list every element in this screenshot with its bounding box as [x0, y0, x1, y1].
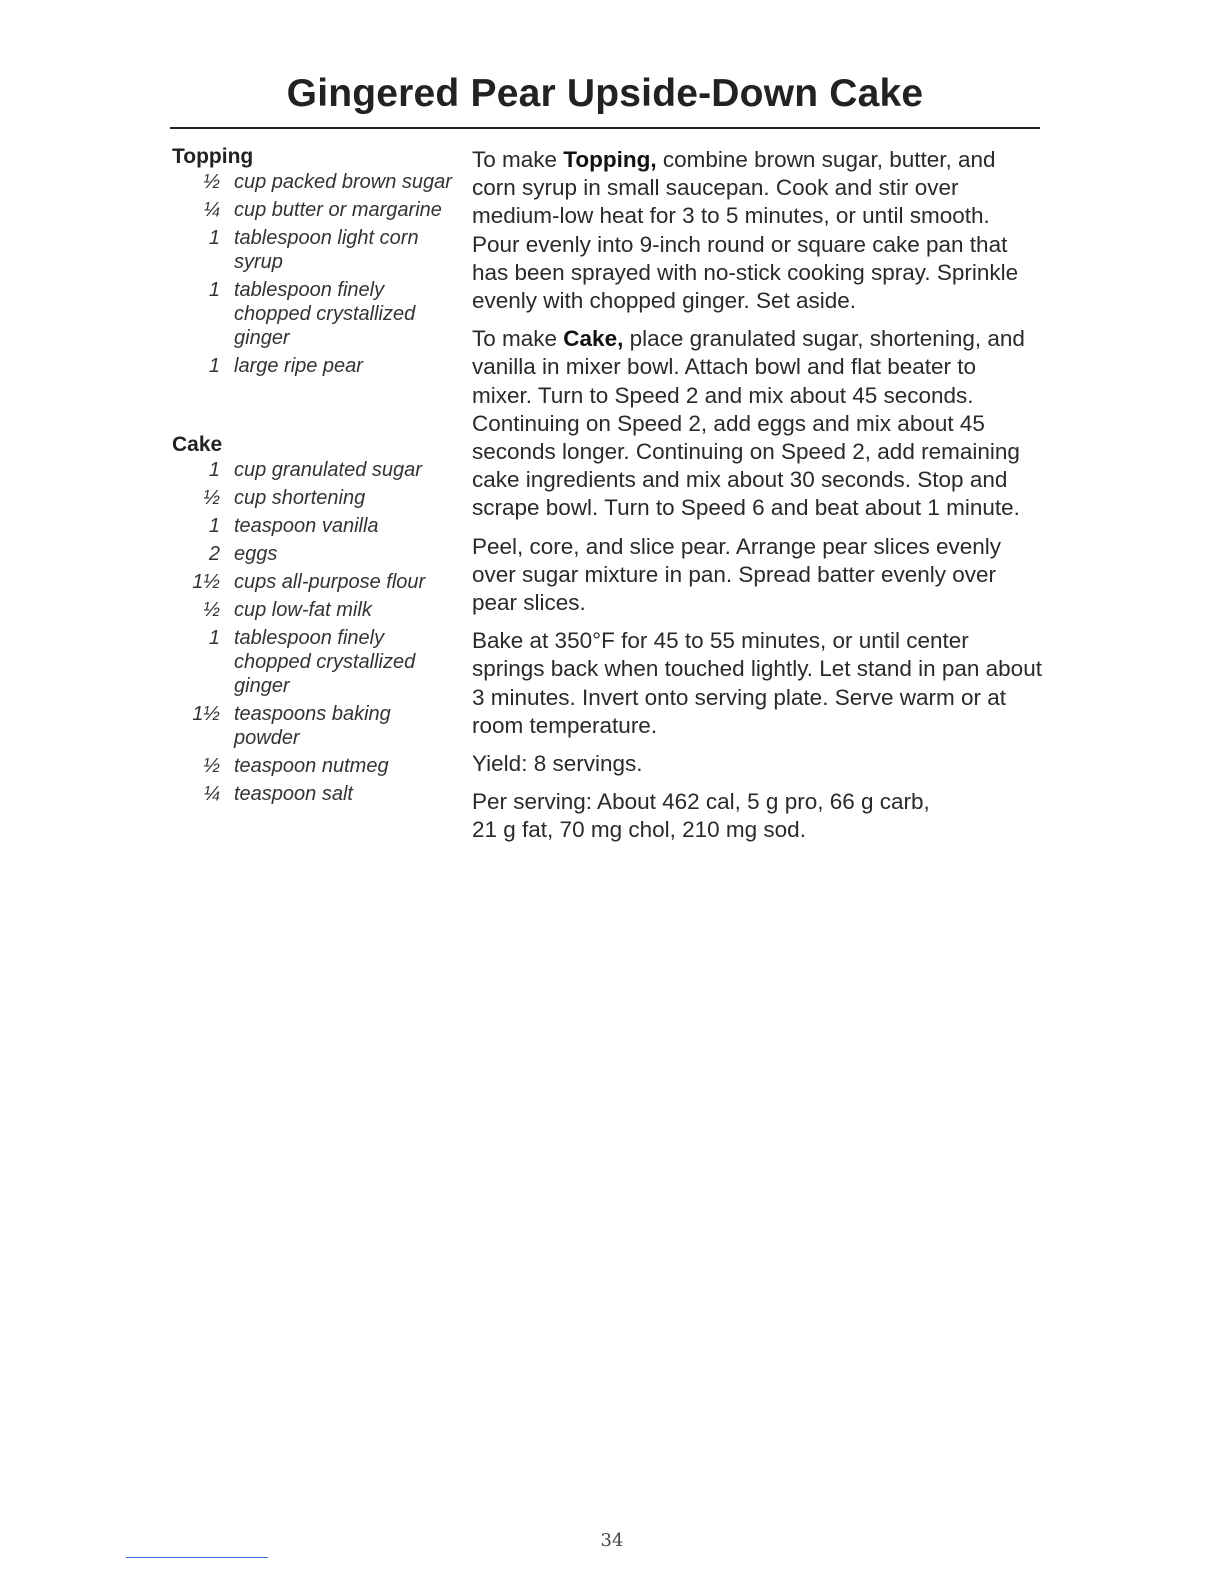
cake-keyword: Cake,	[563, 326, 624, 352]
ingredient-item	[172, 626, 457, 698]
ingredient-text: teaspoon nutmeg	[234, 755, 389, 777]
ingredient-quantity: ¼	[203, 783, 220, 805]
cake-intro: To make	[472, 326, 564, 352]
bake-directions: Bake at 350°F for 45 to 55 minutes, or until center springs back when touched lightly. Let stand in pan about 3 minutes. Invert onto serving plate. Serve warm or at room temperature.	[472, 628, 1042, 738]
ingredient-text: teaspoon salt	[234, 783, 353, 805]
topping-directions	[472, 146, 1042, 315]
title-divider	[170, 127, 1040, 129]
footer-link-underline[interactable]	[126, 1557, 268, 1558]
ingredient-item	[172, 170, 457, 194]
topping-keyword: Topping,	[563, 147, 657, 172]
nutrition-line-1: Per serving: About 462 cal, 5 g pro, 66 g carb,	[472, 789, 930, 815]
pear-directions: Peel, core, and slice pear. Arrange pear slices evenly over sugar mixture in pan. Spread batter evenly over pear slices.	[472, 533, 1002, 616]
ingredient-quantity: ½	[203, 755, 220, 777]
ingredient-text: teaspoon vanilla	[234, 515, 379, 537]
ingredient-item	[172, 486, 457, 510]
ingredient-quantity: 1	[208, 355, 220, 377]
ingredient-quantity: ½	[203, 171, 220, 193]
ingredient-item	[172, 278, 457, 350]
ingredient-text: large ripe pear	[234, 355, 363, 377]
ingredient-quantity: 1	[208, 459, 220, 481]
ingredient-quantity: ¼	[203, 199, 220, 221]
ingredient-quantity: 1½	[192, 703, 220, 725]
ingredient-text: cup low-fat milk	[234, 599, 372, 621]
ingredient-item	[172, 514, 457, 538]
ingredient-quantity: 1	[208, 627, 220, 649]
section-spacer	[172, 382, 457, 432]
page-title: Gingered Pear Upside-Down Cake	[286, 72, 924, 115]
ingredient-item	[172, 570, 457, 594]
ingredient-text: tablespoon finely chopped crystallized ginger	[234, 627, 416, 697]
ingredient-quantity: 1	[208, 279, 220, 301]
cake-directions-text: place granulated sugar, shortening, and vanilla in mixer bowl. Attach bowl and flat beater to mixer. Turn to Speed 2 and mix about 45 seconds. Continuing on Speed 2, add eggs and mix about 45 seconds longer. Continuing on Speed 2, add remaining cake ingredients and mix about 30 seconds. Stop and scrape bowl. Turn to Speed 6 and beat about 1 minute.	[472, 326, 1025, 521]
ingredient-text: cups all-purpose flour	[234, 571, 426, 593]
topping-intro: To make	[472, 147, 564, 172]
yield-text: Yield: 8 servings.	[472, 751, 643, 777]
ingredient-quantity: 1½	[192, 571, 220, 593]
ingredient-item	[172, 198, 457, 222]
ingredient-text: cup packed brown sugar	[234, 171, 452, 193]
ingredient-item	[172, 542, 457, 566]
cake-heading: Cake	[172, 433, 223, 456]
ingredient-quantity: 2	[208, 543, 220, 565]
topping-heading: Topping	[172, 145, 254, 168]
ingredient-item	[172, 782, 457, 806]
ingredient-text: cup shortening	[234, 487, 366, 509]
ingredient-quantity: 1	[208, 227, 220, 249]
nutrition-info	[472, 788, 1042, 844]
cake-ingredient-list	[172, 458, 457, 806]
topping-ingredient-list	[172, 170, 457, 378]
ingredient-item	[172, 354, 457, 378]
ingredient-text: eggs	[234, 543, 278, 565]
ingredient-text: tablespoon light corn syrup	[234, 227, 419, 273]
ingredient-item	[172, 754, 457, 778]
ingredient-text: cup butter or margarine	[234, 199, 442, 221]
topping-directions-text: combine brown sugar, butter, and corn syrup in small saucepan. Cook and stir over medium-low heat for 3 to 5 minutes, or until smooth. Pour evenly into 9-inch round or square cake pan that has been sprayed with no-stick cooking spray. Sprinkle evenly with chopped ginger. Set aside.	[472, 147, 1019, 314]
ingredients-column	[172, 144, 457, 810]
ingredient-quantity: 1	[208, 515, 220, 537]
ingredient-item	[172, 598, 457, 622]
cake-directions	[472, 325, 1042, 522]
ingredient-item	[172, 702, 457, 750]
ingredient-item	[172, 226, 457, 274]
ingredient-quantity: ½	[203, 487, 220, 509]
ingredient-quantity: ½	[203, 599, 220, 621]
ingredient-text: teaspoons baking powder	[234, 703, 391, 749]
directions-column	[472, 146, 1042, 855]
ingredient-text: cup granulated sugar	[234, 459, 422, 481]
nutrition-line-2: 21 g fat, 70 mg chol, 210 mg sod.	[472, 817, 806, 843]
page-number: 34	[600, 1530, 624, 1551]
ingredient-item	[172, 458, 457, 482]
ingredient-text: tablespoon finely chopped crystallized ginger	[234, 279, 416, 349]
